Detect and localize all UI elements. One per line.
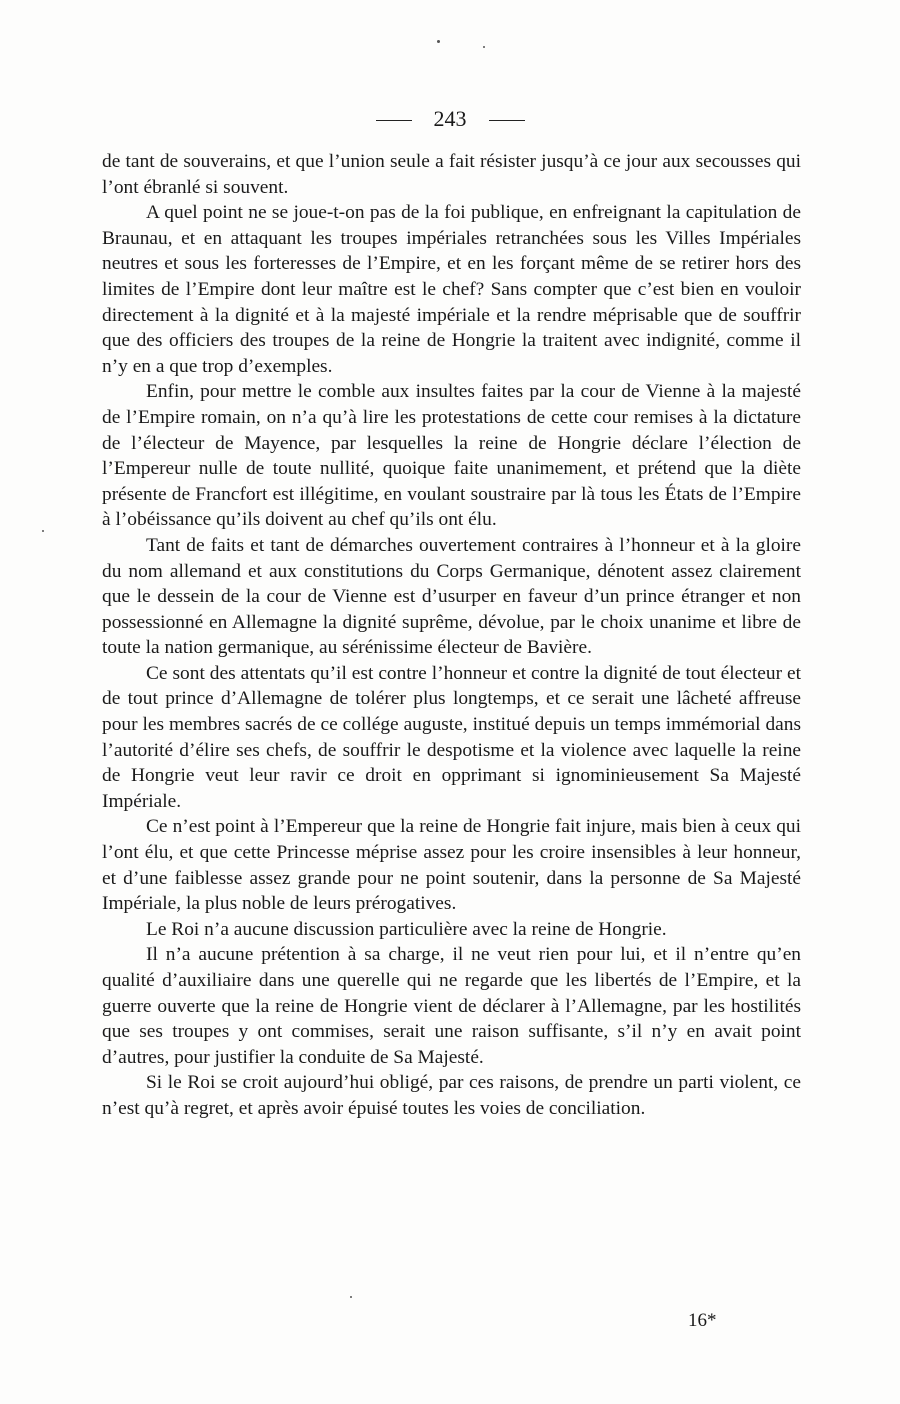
print-speck xyxy=(483,46,485,48)
paragraph: Tant de faits et tant de démarches ouvertement contraires à l’honneur et à la gloire du nom allemand et aux constitutions du Corps Germanique, dénotent assez clairement que le dessein de la cour de Vienne est d’usurper en faveur d’un prince étranger et non possessionné en Allemagne la dignité suprême, dévolue, par le choix unanime et libre de toute la nation germanique, au sérénissime électeur de Bavière. xyxy=(102,534,801,659)
header-rule-left xyxy=(376,120,412,121)
body-text xyxy=(102,149,801,1122)
paragraph: A quel point ne se joue-t-on pas de la foi publique, en enfreignant la capitulation de Braunau, et en attaquant les troupes impériales retranchées sous les Villes Impériales neutres et sous les forteresses de l’Empire, et en les forçant même de se retirer hors des limites de l’Empire dont leur maître est le chef? Sans compter que c’est bien en vouloir directement à la dignité et à la majesté impériale et la rendre méprisable que de souffrir que des officiers des troupes de la reine de Hongrie la traitent avec indignité, comme il n’y en a que trop d’exemples. xyxy=(102,202,801,377)
paragraph: Ce n’est point à l’Empereur que la reine de Hongrie fait injure, mais bien à ceux qui l’ont élu, et que cette Princesse méprise assez pour les croire insensibles à leur honneur, et d’une faiblesse assez grande pour ne point soutenir, dans la personne de Sa Majesté Impériale, la plus noble de leurs prérogatives. xyxy=(102,816,801,915)
page-number: 243 xyxy=(433,106,467,131)
print-speck xyxy=(350,1296,352,1298)
paragraph: Il n’a aucune prétention à sa charge, il ne veut rien pour lui, et il n’entre qu’en qualité d’auxiliaire dans une querelle qui ne regarde que les libertés de l’Empire, et la guerre ouverte que la reine de Hongrie vient de déclarer à l’Allemagne, par les hostilités que ses troupes y ont commises, serait une raison suffisante, s’il n’y en avait point d’autres, pour justifier la conduite de Sa Majesté. xyxy=(102,944,801,1068)
print-speck xyxy=(42,530,44,532)
paragraph-continued: de tant de souverains, et que l’union seule a fait résister jusqu’à ce jour aux secousses qui l’ont ébranlé si souvent. xyxy=(102,151,801,198)
paragraph: Le Roi n’a aucune discussion particulière avec la reine de Hongrie. xyxy=(146,918,667,940)
paragraph: Enfin, pour mettre le comble aux insultes faites par la cour de Vienne à la majesté de l’Empire romain, on n’a qu’à lire les protestations de cette cour remises à la dictature de l’électeur de Mayence, par lesquelles la reine de Hongrie déclare l’élection de l’Empereur nulle de toute nullité, quoique faite unanimement, et prétend que la diète présente de Francfort est illégitime, en voulant soustraire par là tous les États de l’Empire à l’obéissance qu’ils doivent au chef qu’ils ont élu. xyxy=(102,381,801,531)
signature-mark: 16* xyxy=(688,1310,717,1331)
paragraph: Ce sont des attentats qu’il est contre l’honneur et contre la dignité de tout électeur et de tout prince d’Allemagne de tolérer plus longtemps, et ce serait une lâcheté affreuse pour les membres sacrés de ce collége auguste, institué depuis un temps immémorial dans l’autorité d’élire ses chefs, de souffrir le despotisme et la violence avec laquelle la reine de Hongrie veut leur ravir ce droit en opprimant si ignominieusement Sa Majesté Impériale. xyxy=(102,662,801,812)
page-header xyxy=(0,104,900,134)
paragraph: Si le Roi se croit aujourd’hui obligé, par ces raisons, de prendre un parti violent, ce n’est qu’à regret, et après avoir épuisé toutes les voies de conciliation. xyxy=(102,1072,801,1119)
print-speck xyxy=(437,40,440,43)
header-rule-right xyxy=(489,120,525,121)
